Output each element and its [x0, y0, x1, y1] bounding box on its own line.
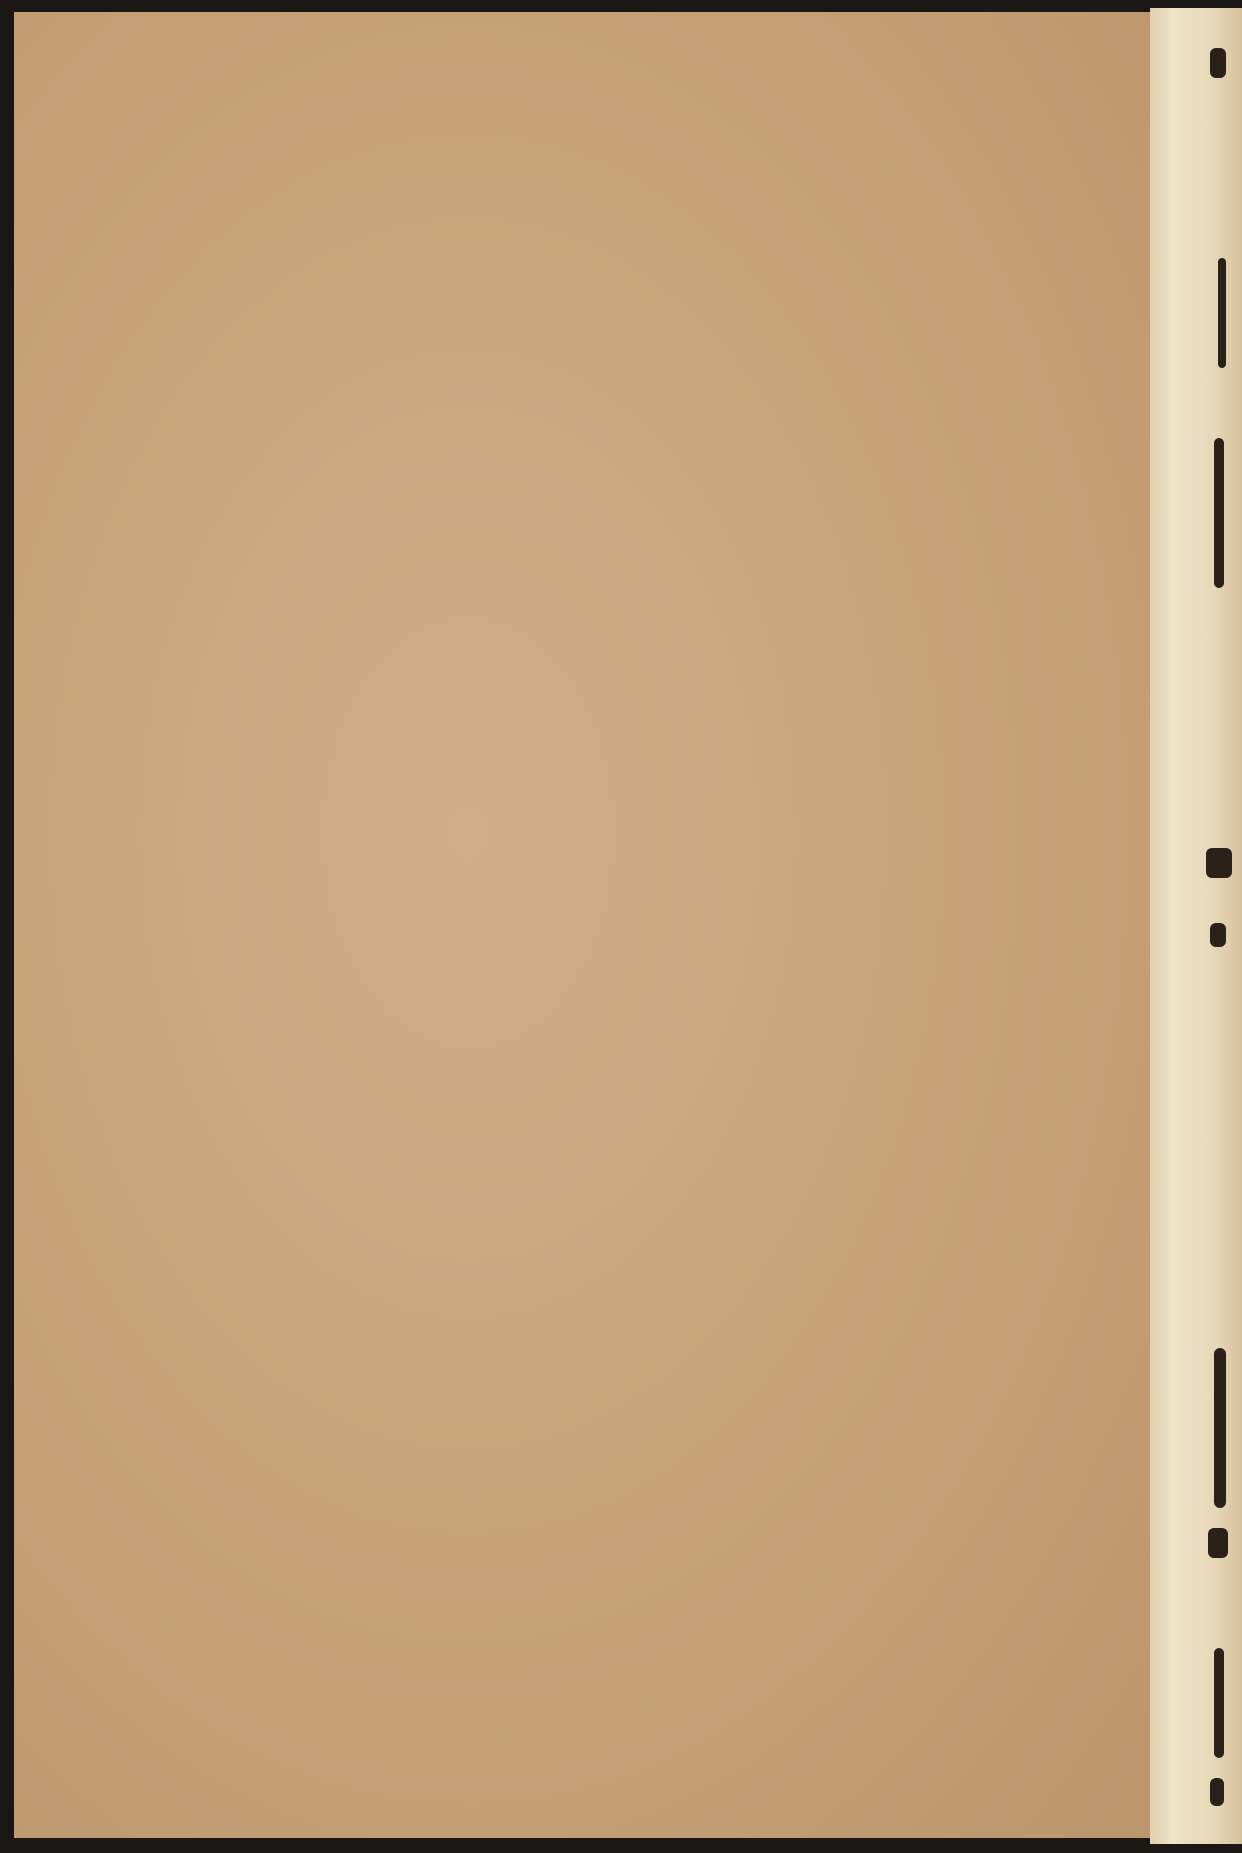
edge-mark — [1210, 923, 1226, 947]
page-edge — [1150, 8, 1242, 1844]
edge-mark — [1214, 1348, 1226, 1508]
edge-mark — [1214, 438, 1224, 588]
edge-mark — [1218, 258, 1226, 368]
edge-mark — [1210, 48, 1226, 78]
edge-mark — [1214, 1648, 1224, 1758]
edge-mark — [1208, 1528, 1228, 1558]
book-page — [14, 12, 1150, 1838]
edge-mark — [1210, 1778, 1224, 1806]
edge-mark — [1206, 848, 1232, 878]
